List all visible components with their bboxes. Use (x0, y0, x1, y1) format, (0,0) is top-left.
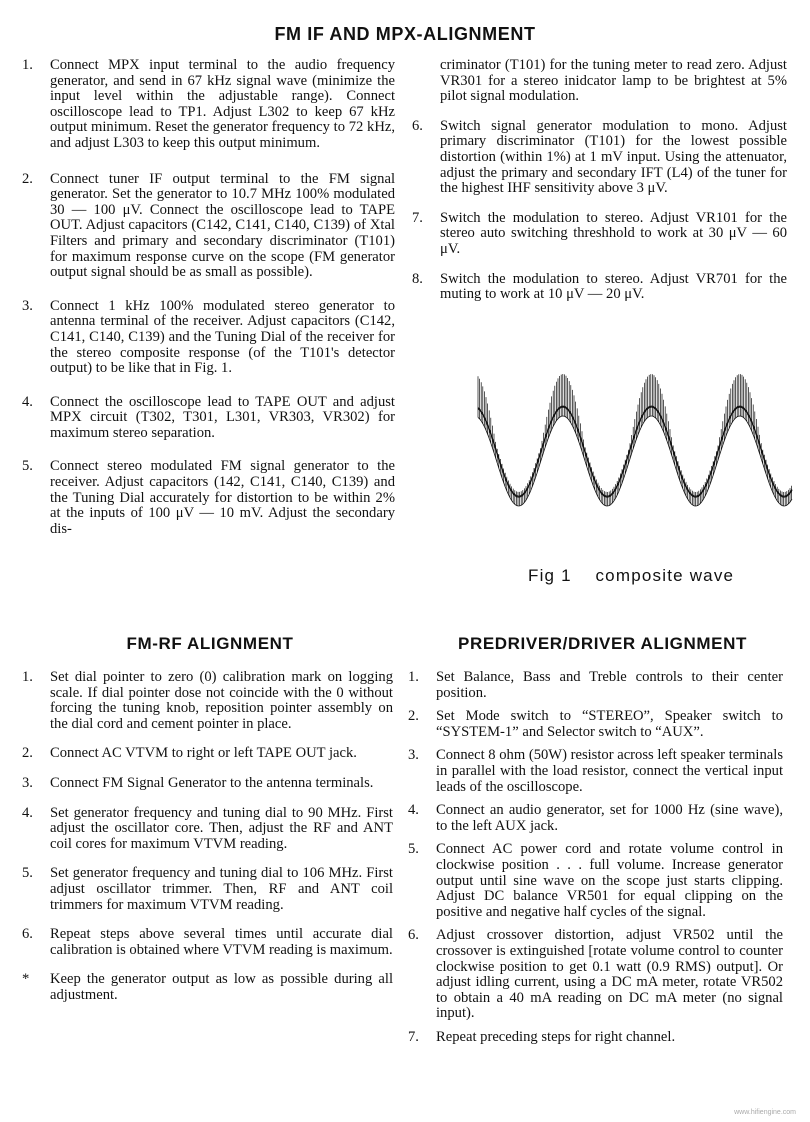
item-number: 7. (408, 1028, 419, 1045)
list-item (408, 1030, 783, 1046)
fm-rf-column (22, 670, 393, 1018)
list-item (408, 709, 783, 740)
item-text: Set Mode switch to “STEREO”, Speaker switch to “SYSTEM-1” and Selector switch to “AUX”. (436, 708, 783, 740)
continued-text (412, 58, 787, 105)
list-item (22, 459, 395, 537)
list-item (22, 927, 393, 958)
footnote-text: Keep the generator output as low as possible during all adjustment. (50, 971, 393, 1003)
driver-column (408, 670, 783, 1053)
list-item (22, 395, 395, 442)
footnote (22, 972, 393, 1003)
item-text: Connect 1 kHz 100% modulated stereo generator to antenna terminal of the receiver. Adjust capacitors (C142, C141, C140, C139) and the Tuning Dial of the receiver for the stereo composite response (of the T101's detector output) to be like that in Fig. 1. (50, 297, 395, 377)
item-number: 5. (408, 841, 419, 858)
item-number: 2. (22, 170, 33, 187)
item-text: Set Balance, Bass and Treble controls to their center position. (436, 669, 783, 701)
item-text: Connect MPX input terminal to the audio frequency generator, and send in 67 kHz signal wave (minimize the input level within the adjustable range). Connect oscilloscope lead to TP1. Adjust L302 to keep 67 kHz output minimum. Reset the generator frequency to 72 kHz, and adjust L303 to keep this output minimum. (50, 57, 395, 151)
item-number: 1. (22, 669, 33, 685)
item-number: 6. (412, 117, 423, 134)
list-item (412, 119, 787, 197)
list-item (22, 806, 393, 853)
item-number: 3. (408, 747, 419, 764)
composite-waveform (478, 374, 792, 506)
item-number: 4. (408, 802, 419, 819)
item-text: Set dial pointer to zero (0) calibration mark on logging scale. If dial pointer dose not coincide with the 0 without forcing the tuning knob, reposition pointer assembly on the dial cord and cement pointer in place. (50, 669, 393, 732)
list-item (22, 670, 393, 732)
driver-heading: PREDRIVER/DRIVER ALIGNMENT (458, 634, 747, 653)
item-text: Connect tuner IF output terminal to the FM signal generator. Set the generator to 10.7 MHz 100% modulated 30 — 100 μV. Connect the oscilloscope lead to TAPE OUT. Adjust capacitors (C142, C141, C140, C139) of Xtal Filters and primary and secondary discriminator (T101) for maximum response curve on the scope (FM generator output signal should be as small as possible). (50, 170, 395, 281)
item-number: 6. (408, 927, 419, 944)
item-text: Repeat preceding steps for right channel. (436, 1028, 676, 1045)
item-text: Connect stereo modulated FM signal generator to the receiver. Adjust capacitors (142, C141, C140, C139) and the Tuning Dial accurately for distortion to be within 2% at the inputs of 100 μV — 10 mV. Adjust the secondary dis- (50, 458, 395, 537)
fm-if-left-column (22, 58, 395, 551)
item-text: Switch the modulation to stereo. Adjust VR101 for the stereo auto switching threshhold to work at 30 μV — 60 μV. (440, 209, 787, 257)
item-number: 4. (22, 804, 33, 821)
list-item (408, 928, 783, 1022)
item-number: 3. (22, 774, 33, 791)
item-number: 5. (22, 458, 33, 475)
list-item (22, 299, 395, 377)
list-item (408, 803, 783, 834)
item-number: 1. (22, 57, 33, 73)
fm-if-right-column (412, 58, 787, 317)
item-text: Connect the oscilloscope lead to TAPE OUT and adjust MPX circuit (T302, T301, L301, VR303, VR302) for maximum stereo separation. (50, 393, 395, 441)
composite-wave-figure (470, 370, 800, 530)
list-item (412, 272, 787, 303)
item-text: Connect AC power cord and rotate volume control in clockwise position . . . full volume. Increase generator output until sine wave on the scope just starts clipping. Adjust DC balance VR501 for equal clipping on the positive and negative half cycles of the signal. (436, 841, 783, 920)
list-item (22, 172, 395, 281)
page-title: FM IF AND MPX-ALIGNMENT (274, 24, 536, 44)
list-item (22, 746, 393, 762)
item-number: 6. (22, 926, 33, 943)
item-number: 1. (408, 669, 419, 685)
waveform-hatching (478, 374, 792, 506)
item-text: Set generator frequency and tuning dial to 90 MHz. First adjust the oscillator core. Then, adjust the RF and ANT coil cores for maximum VTVM reading. (50, 804, 393, 852)
item-text: Connect AC VTVM to right or left TAPE OUT jack. (50, 745, 357, 762)
list-item (22, 776, 393, 792)
item-text: Connect 8 ohm (50W) resistor across left speaker terminals in parallel with the load resistor, connect the vertical input leads of the oscilloscope. (436, 747, 783, 795)
item-text: criminator (T101) for the tuning meter to read zero. Adjust VR301 for a stereo inidcator lamp to be brightest at 5% pilot signal modulation. (440, 57, 787, 105)
watermark: www.hifiengine.com (734, 1109, 796, 1116)
item-number: 5. (22, 865, 33, 882)
item-number: 8. (412, 270, 423, 287)
item-text: Repeat steps above several times until accurate dial calibration is obtained where VTVM reading is maximum. (50, 926, 393, 958)
item-text: Set generator frequency and tuning dial to 106 MHz. First adjust oscillator trimmer. Then, RF and ANT coil trimmers for maximum VTVM reading. (50, 865, 393, 913)
item-number: 3. (22, 297, 33, 314)
list-item (412, 211, 787, 258)
item-text: Adjust crossover distortion, adjust VR502 until the crossover is extinguished [rotate volume control to counter clockwise position to get 0.1 watt (0.9 RMS) output]. Or adjust idling current, using a DC mA meter, rotate VR502 to obtain a 40 mA reading on DC mA meter (no signal input). (436, 927, 783, 1022)
figure-caption: Fig 1 composite wave (528, 566, 735, 585)
item-text: Connect an audio generator, set for 1000 Hz (sine wave), to the left AUX jack. (436, 802, 783, 834)
item-text: Connect FM Signal Generator to the antenna terminals. (50, 774, 374, 791)
list-item (408, 842, 783, 920)
footnote-marker: * (22, 971, 30, 988)
item-number: 4. (22, 393, 33, 410)
item-number: 2. (22, 745, 33, 762)
item-text: Switch signal generator modulation to mono. Adjust primary discriminator (T101) for the lowest possible distortion (within 1%) at 1 mV input. Using the attenuator, adjust the primary and secondary IFT (L4) of the tuner for the highest IHF sensitivity above 3 μV. (440, 117, 787, 197)
list-item (22, 58, 395, 152)
item-text: Switch the modulation to stereo. Adjust VR701 for the muting to work at 10 μV — 20 μV. (440, 270, 787, 303)
item-number: 7. (412, 209, 423, 226)
list-item (22, 866, 393, 913)
item-number: 2. (408, 708, 419, 725)
list-item (408, 748, 783, 795)
list-item (408, 670, 783, 701)
fm-rf-heading: FM-RF ALIGNMENT (126, 634, 294, 653)
